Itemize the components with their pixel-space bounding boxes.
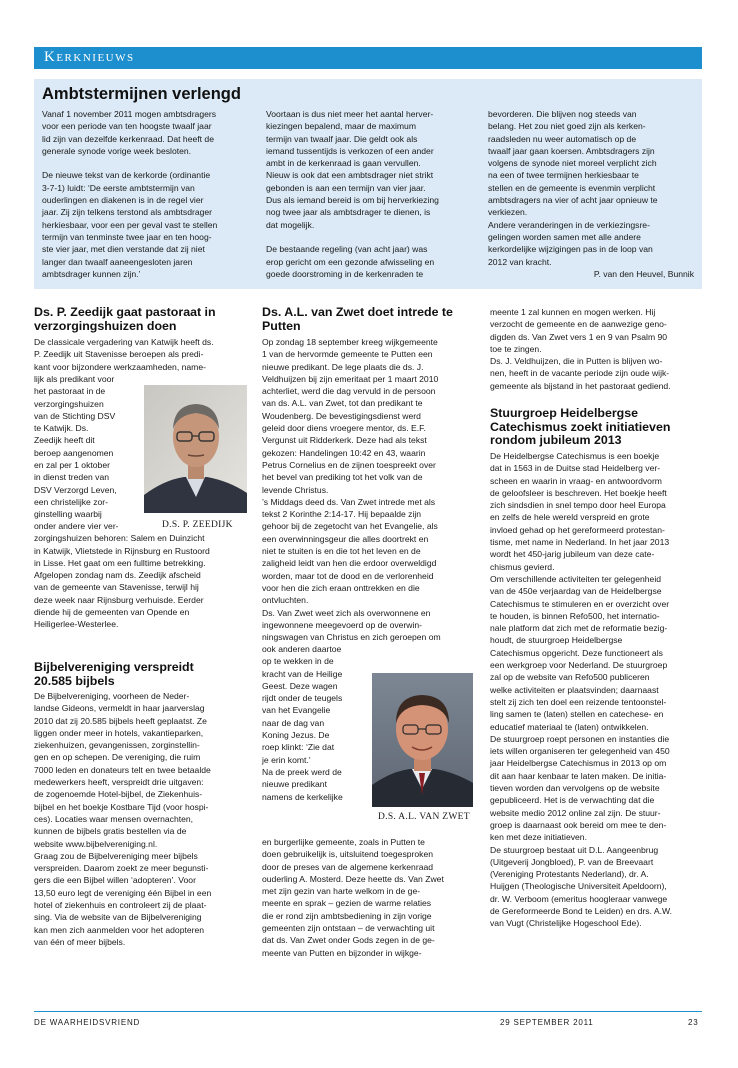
text-line: met zijn gezin van harte welkom in de ge- [262, 886, 421, 897]
text-line: ziekenhuizen, gevangenissen, zorginstellin- [34, 740, 200, 751]
text-line: Voortaan is dus niet meer het aantal herver- [266, 109, 434, 119]
text-line: Petrus Cornelius en de zijnen toespreekt over [262, 459, 436, 470]
text-line: Woudenberg. De bevestigingsdienst werd [262, 410, 421, 421]
article-heidelberg [490, 407, 702, 448]
text-line: invloed gehad op het gereformeerd protestan- [490, 524, 665, 535]
article-vanzwet-continued [490, 306, 702, 392]
text-line: volgens de synode niet moreel verplicht zich [488, 158, 657, 169]
text-line: Nieuw is ook dat een ambtsdrager niet strikt [266, 170, 434, 181]
text-line: voor hen die zich eraan onttrekken en die [262, 582, 420, 593]
text-line: De nieuwe tekst van de kerkorde (ordinantie [42, 170, 211, 181]
title-line: Putten [262, 318, 301, 333]
text-line: te Katwijk. Ds. [34, 423, 89, 434]
text-line: verkiezen. [488, 207, 528, 218]
text-line: tisme, met name in Nederland. In het jaar 2013 [490, 537, 670, 548]
text-line: twaalf jaar gaan koersen. Ambtsdragers zijn [488, 145, 655, 156]
text-line: diende hij de gemeenten van Opende en [34, 607, 190, 618]
text-line: deze week naar Rijnsburg verhuisde. Eerder [34, 594, 204, 605]
text-line: Heiligerlee-Westerlee. [34, 619, 119, 630]
text-line: Veldhuijzen bij zijn emeritaat per 1 maart 2010 [262, 373, 439, 384]
title-line: rondom jubileum 2013 [490, 433, 622, 447]
text-line: levende Christus. [262, 484, 329, 495]
text-line: van één of meer bijbels. [34, 936, 126, 947]
text-line: beroep aangenomen [34, 447, 114, 458]
photo-zeedijk [144, 385, 247, 513]
photo-vanzwet [372, 673, 473, 807]
text-line: kiezingen bepalend, maar de maximum [266, 121, 416, 132]
text-line: herkiesbaar, voor een per geval vast te stellen [42, 219, 218, 230]
text-line: Zeedijk heeft dit [34, 435, 95, 446]
text-line: nen, heeft in de vacante periode zijn oude wijk- [490, 368, 670, 379]
text-line: ’s Middags deed ds. Van Zwet intrede met als [262, 496, 436, 507]
text-line: het bevel van prediking tot het volk van de [262, 472, 423, 483]
article-bijbels [34, 661, 246, 688]
text-line: ningswagen van Christus en zich geroepen om [262, 632, 441, 643]
text-line: toe te zingen. [490, 343, 542, 354]
text-line: Koning Jezus. De [262, 730, 330, 741]
text-line: sing. Via de website van de Bijbelvereniging [34, 912, 202, 923]
text-line: digden ds. Van Zwet vers 1 en 9 van Psalm 90 [490, 331, 668, 342]
text-line: educatief materiaal te (laten) ontwikkelen. [490, 721, 649, 732]
text-line: De stuurgroep bestaat uit D.L. Aangeenbrug [490, 844, 659, 855]
article-bijbels-title [34, 661, 246, 688]
text-line: tieven worden dan vervolgens op de website [490, 783, 660, 794]
text-line: ambtsdragers na vier of acht jaar opnieuw te [488, 195, 658, 206]
text-line [42, 157, 257, 169]
text-line: De bestaande regeling (van acht jaar) was [266, 244, 428, 255]
text-line: Afgelopen zondag nam ds. Zeedijk afscheid [34, 570, 201, 581]
text-line: termijn van tenminste twee jaar en ten hoog- [42, 231, 212, 242]
text-line: je erin komt.’ [262, 754, 311, 765]
text-line: nieuwe predikant. De lege plaats die ds. J. [262, 361, 424, 372]
text-line: Catechismus te stimuleren en er overzicht over [490, 598, 670, 609]
text-line: de zogenoemde Hotel-bijbel, de Ziekenhuis- [34, 789, 203, 800]
featured-article-title: Ambtstermijnen verlengd [42, 85, 241, 103]
text-line: het pastoraat in de [34, 386, 106, 397]
section-header-title: Kerknieuws [44, 49, 135, 65]
text-line: kant voor bijzondere werkzaamheden, name- [34, 361, 206, 372]
text-line: P. Zeedijk uit Stavenisse beroepen als predi- [34, 349, 204, 360]
article-zeedijk [34, 306, 246, 333]
text-line: Ds. J. Veldhuijzen, die in Putten is blijven wo- [490, 356, 663, 367]
text-line: Geest. Deze wagen [262, 680, 338, 691]
text-line: scheen en waarin in vraag- en antwoordvorm [490, 475, 662, 486]
text-line: nieuwe predikant [262, 779, 327, 790]
title-line: Stuurgroep Heidelbergse [490, 406, 639, 420]
text-line: medewerkers heeft, verspreidt drie uitgaven: [34, 777, 204, 788]
text-line: landse Gideons, vermeldt in haar jaarverslag [34, 703, 205, 714]
text-line: kracht van de Heilige [262, 668, 343, 679]
text-line: jaar. Zij zijn telkens terstond als ambtsdrager [42, 207, 213, 218]
text-line: erop gericht om een gezonde afwisseling en [266, 256, 435, 267]
text-line: 2012 van kracht. [488, 256, 552, 267]
text-line: zal op de website van Refo500 publiceren [490, 672, 650, 683]
article-zeedijk-body-bottom [34, 520, 246, 631]
text-line: kerkordelijke wijzigingen pas in de loop van [488, 244, 653, 255]
text-line: 13,50 euro legt de vereniging één Bijbel in een [34, 887, 212, 898]
text-line: meente en sprak – gezien de warme relaties [262, 898, 432, 909]
text-line: rijdt onder de teugels [262, 693, 343, 704]
text-line: dat in 1563 in de Duitse stad Heidelberg ver- [490, 463, 661, 474]
text-line: en zal per 1 oktober [34, 460, 110, 471]
section-header-bar [34, 47, 702, 69]
text-line: gebonden is aan een termijn van vier jaar. [266, 182, 426, 193]
text-line: ontvluchten. [262, 595, 309, 606]
text-line: gekozen: Handelingen 10:42 en 43, waarin [262, 447, 426, 458]
text-line: termijn van twaalf jaar. Die geldt ook als [266, 133, 418, 144]
text-line: en zelfs de hele wereld verspreid en grote [490, 512, 650, 523]
text-line: van de 450e verjaardag van de Heidelbergse [490, 586, 662, 597]
text-line: kan men zich aanmelden voor het adopteren [34, 924, 205, 935]
text-line: een christelijke zor- [34, 496, 109, 507]
portrait-zeedijk-image [144, 385, 247, 513]
text-line: (Vereniging Protestants Nederland), dr. A. [490, 869, 649, 880]
text-line: Op zondag 18 september kreeg wijkgemeente [262, 337, 438, 347]
text-line: jaar Heidelbergse Catechismus in 2013 op om [490, 758, 667, 769]
text-line: een overwinningsgeur die alles doortrekt en [262, 533, 429, 544]
text-line: namens de kerkelijke [262, 791, 343, 802]
text-line: van ds. A.L. van Zwet, tot dan predikant te [262, 398, 423, 409]
text-line: zaligheid leidt van hen die erdoor overweldigd [262, 558, 437, 569]
text-line: De classicale vergadering van Katwijk heeft ds. [34, 337, 214, 347]
text-line: DSV Verzorgd Leven, [34, 484, 117, 495]
article-vanzwet-body-top [262, 336, 474, 643]
text-line: en burgerlijke gemeente, zoals in Putten te [262, 837, 425, 847]
text-line: dr. W. Verboom (emeritus hoogleraar vanwege [490, 893, 668, 904]
text-line: kunnen de bijbels gratis bestellen via de [34, 826, 187, 837]
text-line: zich sindsdien in snel tempo door heel Europa [490, 500, 666, 511]
text-line: Om verschillende activiteiten ter gelegenheid [490, 573, 662, 584]
text-line: welke activiteiten er plaatsvinden; daarnaast [490, 684, 659, 695]
text-line: ingewonnene meegevoerd op de overwin- [262, 619, 423, 630]
text-line: Vergunst uit Ridderkerk. Deze had als tekst [262, 435, 427, 446]
text-line: groep is daarnaast ook bereid om mee te den- [490, 819, 667, 830]
text-line: bijbel en het boekje Kostbare Tijd (voor hospi- [34, 801, 209, 812]
text-line: die er rond zijn ambtsbediening in zijn vorige [262, 910, 432, 921]
text-line: ambt in de kerkenraad is gaan vervullen. [266, 158, 421, 169]
text-line: Huijgen (Theologische Universiteit Apeldoorn), [490, 881, 667, 892]
text-line: gemeenten zijn ontstaan – de verwachting uit [262, 923, 435, 934]
title-line: 20.585 bijbels [34, 673, 115, 688]
featured-article-column-3 [488, 108, 696, 268]
text-line: website medio 2012 online zal zijn. De stuur- [490, 807, 661, 818]
text-line: nog twee jaar als ambtsdrager te dienen, is [266, 207, 431, 218]
text-line: niet te stuiten is en die tot het leven en de [262, 546, 421, 557]
text-line: Catechismus opgericht. Deze functioneert als [490, 647, 663, 658]
text-line: worden, maar tot de dood en de verlorenheid [262, 570, 434, 581]
article-heidelberg-title [490, 407, 702, 448]
article-vanzwet [262, 306, 474, 333]
title-line: Ds. A.L. van Zwet doet intrede te [262, 305, 453, 319]
text-line: iets willen organiseren ter gelegenheid van 450 [490, 746, 670, 757]
text-line: liggen onder meer in hotels, vakantieparken, [34, 727, 204, 738]
text-line: ook anderen daartoe [262, 644, 342, 654]
text-line: 7000 leden en donateurs telt en twee betaalde [34, 764, 211, 775]
text-line: te houden, is binnen Refo500, het internatio- [490, 610, 660, 621]
featured-article-box [34, 79, 702, 289]
text-line: lid zijn van dezelfde kerkenraad. Dat heeft de [42, 133, 214, 144]
article-vanzwet-title [262, 306, 474, 333]
text-line: tekst 2 Korinthe 2:14-17. Hij bepaalde zijn [262, 509, 422, 520]
text-line: roep klinkt: ‘Zie dat [262, 742, 335, 753]
text-line: zorgingshuizen behoren: Salem en Duinzicht [34, 533, 205, 544]
text-line: doen gebruikelijk is, uitsluitend toegesproken [262, 849, 434, 860]
text-line: door de preses van de algemene kerkenraad [262, 861, 434, 872]
article-zeedijk-title [34, 306, 246, 333]
text-line: De stuurgroep roept personen en instanties die [490, 733, 670, 744]
text-line: ambtsdrager kunnen zijn.’ [42, 268, 141, 279]
text-line: meente van Putten en bijzonder in wijkge- [262, 947, 422, 958]
photo-vanzwet-caption: D.S. A.L. VAN ZWET [378, 812, 470, 822]
text-line: generale synode vorige week besloten. [42, 145, 192, 156]
article-vanzwet-body-wrapped [262, 643, 374, 803]
text-line: (Uitgeverij Jongbloed), P. van de Breevaart [490, 856, 654, 867]
text-line: Graag zou de Bijbelvereniging meer bijbels [34, 850, 198, 861]
text-line: raadsleden nu weer automatisch op de [488, 133, 637, 144]
text-line: langer dan twaalf aaneengesloten jaren [42, 256, 193, 267]
text-line: gers die een Bijbel willen ‘adopteren’. Voor [34, 875, 196, 886]
text-line: van de gemeente van Stavenisse, terwijl hij [34, 582, 199, 593]
text-line: gelingen worden samen met alle andere [488, 231, 641, 242]
text-line: achterliet, werd die dag vervuld in de persoon [262, 386, 436, 397]
article-vanzwet-body-bottom [262, 836, 474, 959]
text-line: voor een periode van ten hoogste twaalf jaar [42, 121, 212, 132]
text-line: Na de preek werd de [262, 766, 342, 777]
text-line: stellen en de gemeente is evenmin verplicht [488, 182, 656, 193]
footer-page-number: 23 [688, 1018, 699, 1027]
text-line: de geloofsleer is beschreven. Het boekje heeft [490, 487, 667, 498]
text-line: 2010 dat zij 20.585 bijbels heeft geplaatst. Ze [34, 715, 207, 726]
text-line: van de Stichting DSV [34, 410, 116, 421]
text-line: na een of twee termijnen herkiesbaar te [488, 170, 639, 181]
text-line: verspreiden. Daarom zoekt ze meer begunsti- [34, 863, 209, 874]
text-line: gehoor bij de zegetocht van het Evangelie, als [262, 521, 438, 532]
text-line: van het Evangelie [262, 705, 331, 716]
featured-article-signature: P. van den Heuvel, Bunnik [593, 269, 694, 279]
text-line: goede doorstroming in de kerkenraden te [266, 268, 424, 279]
text-line: op te wekken in de [262, 656, 334, 667]
article-heidelberg-body [490, 450, 702, 930]
text-line: ouderling A. Mosterd. Deze heette ds. Van Zwet [262, 873, 444, 884]
text-line: iemand tussentijds is verkozen of een ander [266, 145, 434, 156]
text-line: gemeente als bijstand in het pastoraat gediend. [490, 380, 671, 391]
text-line: De Bijbelvereniging, voorheen de Neder- [34, 691, 190, 701]
text-line: Vanaf 1 november 2011 mogen ambtsdragers [42, 109, 217, 119]
article-bijbels-body [34, 690, 246, 948]
text-line: dit aan haar kenbaar te laten maken. De initia- [490, 770, 667, 781]
text-line: gepubliceerd. Het is de verwachting dat die [490, 795, 655, 806]
text-line: een werkgroep voor Nederland. De stuurgroep [490, 660, 668, 671]
text-line: verzorgingshuizen [34, 398, 104, 409]
text-line: ken met deze initiatieven. [490, 832, 587, 843]
text-line: dat ds. Van Zwet onder Gods zegen in de ge- [262, 935, 435, 946]
text-line: bevorderen. Die blijven nog steeds van [488, 109, 637, 119]
footer-rule [34, 1011, 702, 1012]
text-line: naar de dag van [262, 717, 325, 728]
text-line: lijk als predikant voor [34, 374, 115, 384]
text-line: geleid door diens vroegere mentor, ds. E.F. [262, 423, 426, 434]
text-line: 1 van de hervormde gemeente te Putten een [262, 349, 433, 360]
text-line: gen en op schepen. De vereniging, die ruim [34, 752, 201, 763]
text-line: houdt, de stuurgroep Heidelbergse [490, 635, 623, 646]
text-line: De Heidelbergse Catechismus is een boekje [490, 451, 660, 461]
text-line: ste vier jaar, met dien verstande dat zij niet [42, 244, 205, 255]
text-line: dat mogelijk. [266, 219, 315, 230]
title-line: verzorgingshuizen doen [34, 318, 177, 333]
text-line: van Vugt (Christelijke Hogeschool Ede). [490, 918, 642, 929]
featured-article-column-1 [42, 108, 257, 280]
footer-publication: DE WAARHEIDSVRIEND [34, 1018, 141, 1027]
text-line: in Lisse. Het gaat om een fulltime betrekking. [34, 557, 206, 568]
title-line: Catechismus zoekt initiatieven [490, 419, 671, 434]
footer-date: 29 SEPTEMBER 2011 [500, 1018, 594, 1027]
text-line: nale platform dat zich met de reformatie bezig- [490, 623, 668, 634]
text-line: wordt het 450-jarig jubileum van deze cate- [490, 549, 655, 560]
text-line: hotel of ziekenhuis en controleert zij de plaat- [34, 900, 207, 911]
text-line: ginstelling waarbij [34, 509, 102, 520]
portrait-vanzwet-image [372, 673, 473, 807]
text-line: chismus gevierd. [490, 561, 555, 572]
article-zeedijk-body-top [34, 336, 246, 373]
title-line: Bijbelvereniging verspreidt [34, 660, 194, 674]
photo-zeedijk-caption: D.S. P. ZEEDIJK [162, 520, 233, 530]
title-line: Ds. P. Zeedijk gaat pastoraat in [34, 305, 216, 319]
text-line: stelt zij zich ten doel een reizende tentoonstel- [490, 696, 667, 707]
text-line: ouderlingen en diakenen is in de regel vier [42, 195, 204, 206]
text-line: meente 1 zal kunnen en mogen werken. Hij [490, 307, 656, 317]
text-line: belang. Het zou niet goed zijn als kerken- [488, 121, 646, 132]
text-line: Andere veranderingen in de verkiezingsre- [488, 219, 650, 230]
article-zeedijk-body-wrapped [34, 373, 144, 521]
text-line: ling samen te (laten) stellen en catechese- en [490, 709, 664, 720]
featured-article-column-2 [266, 108, 481, 280]
text-line: onder andere vier ver- [34, 521, 119, 531]
text-line: de Gereformeerde Bond te Leiden) en drs. A.W. [490, 905, 673, 916]
text-line: Ds. Van Zwet weet zich als overwonnene en [262, 607, 431, 618]
text-line: in Katwijk, Vlietstede in Rijnsburg en Rustoord [34, 545, 210, 556]
text-line: ces). Locaties waar mensen overnachten, [34, 813, 194, 824]
text-line: in dienst treden van [34, 472, 110, 483]
text-line: verzocht de gemeente en de aanwezige geno- [490, 319, 667, 330]
text-line: website www.bijbelvereniging.nl. [34, 838, 158, 849]
text-line: 3-7-1) luidt: ‘De eerste ambtstermijn van [42, 182, 195, 193]
text-line [266, 231, 481, 243]
text-line: Dus als iemand bereid is om bij herverkiezing [266, 195, 439, 206]
